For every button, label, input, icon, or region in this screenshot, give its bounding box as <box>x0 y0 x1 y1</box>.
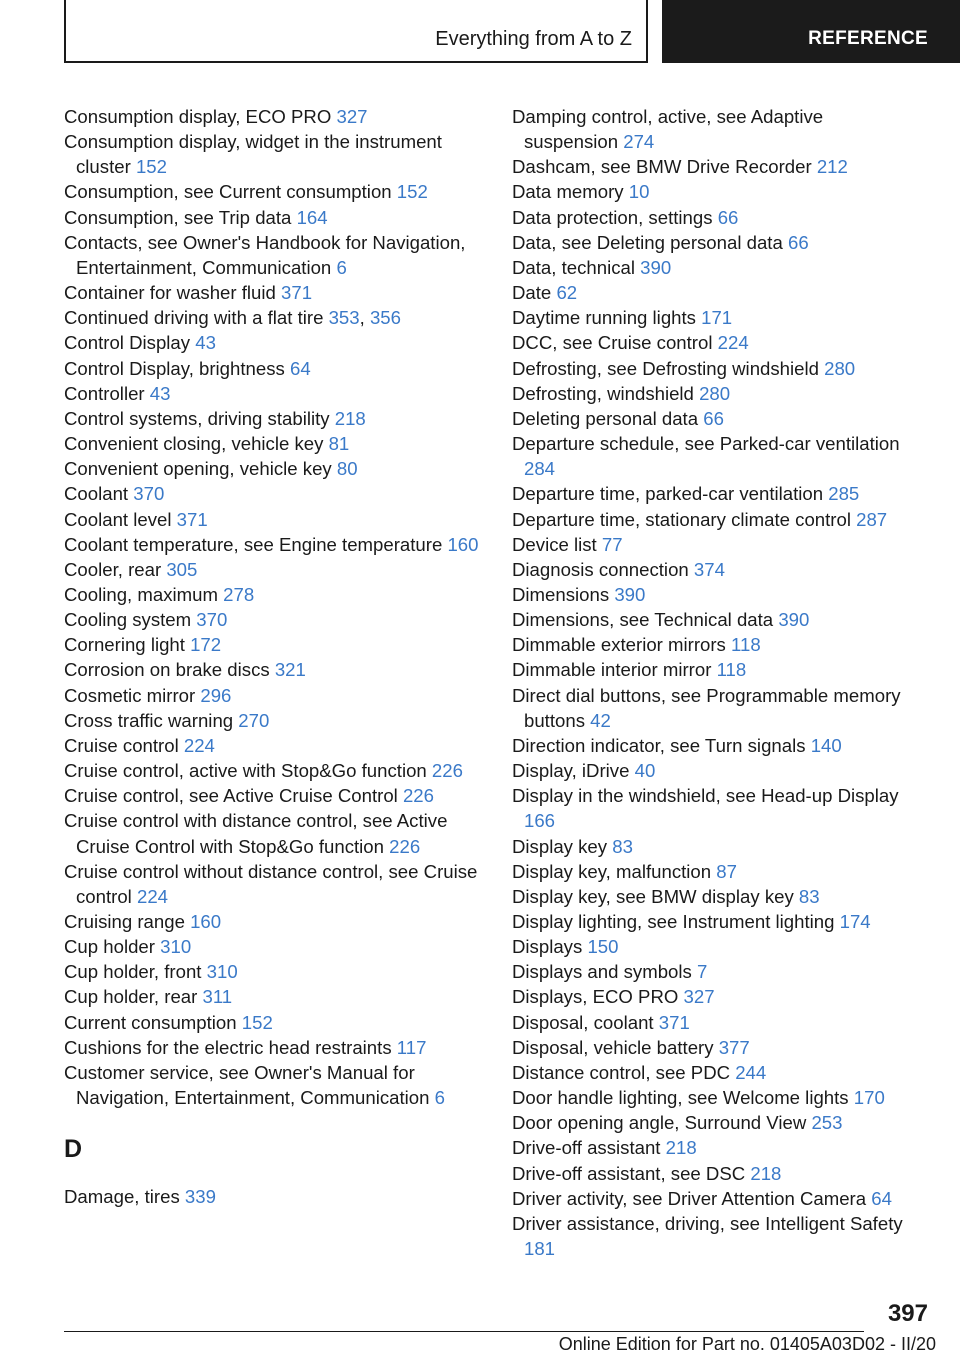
page-reference-link[interactable]: 212 <box>816 156 848 178</box>
page-reference-link[interactable]: 253 <box>811 1112 843 1134</box>
page-reference-link[interactable]: 152 <box>241 1011 273 1033</box>
index-column-right <box>512 104 922 1261</box>
index-term: Consumption display, widget in the instrument cluster <box>64 131 442 178</box>
index-term: Defrosting, windshield <box>512 382 700 404</box>
index-column-left <box>64 104 484 1209</box>
index-term: Dimmable exterior mirrors <box>512 634 732 656</box>
index-term: Cruising range <box>64 911 191 932</box>
page-reference-link[interactable]: 311 <box>202 986 233 1008</box>
page-reference-link[interactable]: 164 <box>296 206 328 228</box>
page-reference-link[interactable]: 390 <box>614 583 646 605</box>
page-reference-link[interactable]: 390 <box>778 609 810 631</box>
index-entry <box>64 1060 484 1110</box>
page-reference-link[interactable]: 62 <box>556 282 578 304</box>
page-reference-link[interactable]: 285 <box>828 483 860 505</box>
index-term: Departure schedule, see Parked-car ventilation <box>512 433 900 455</box>
page-reference-link[interactable]: 10 <box>628 181 650 203</box>
index-entry <box>64 481 484 506</box>
index-term: Cooler, rear <box>64 558 167 580</box>
index-term: Continued driving with a flat tire <box>64 307 329 329</box>
page-reference-link[interactable]: 218 <box>750 1162 782 1184</box>
index-entry <box>512 205 922 230</box>
index-entry <box>512 657 922 682</box>
index-entry <box>64 532 484 557</box>
page-reference-link[interactable]: 118 <box>731 634 761 656</box>
index-entry <box>512 1110 922 1135</box>
index-term: Convenient closing, vehicle key <box>64 433 329 455</box>
index-term: Cup holder, rear <box>64 986 203 1008</box>
index-entry <box>64 758 484 783</box>
index-entry <box>64 959 484 984</box>
index-entry <box>512 1186 922 1211</box>
index-entry <box>64 507 484 532</box>
index-term: Displays <box>512 936 588 958</box>
index-entry <box>64 129 484 179</box>
index-entry <box>512 1060 922 1085</box>
page-reference-link[interactable]: 226 <box>402 785 434 807</box>
page-reference-link[interactable]: 356 <box>369 307 401 329</box>
page-reference-link[interactable]: 64 <box>289 357 311 379</box>
index-term: Dimensions <box>512 583 615 605</box>
index-term: Damage, tires <box>64 1186 185 1208</box>
index-entry <box>512 179 922 204</box>
page-reference-link[interactable]: 66 <box>717 206 739 228</box>
index-entry <box>512 934 922 959</box>
index-term: , <box>359 307 370 329</box>
page-reference-link[interactable]: 6 <box>434 1087 445 1109</box>
page-reference-link[interactable]: 40 <box>634 760 656 782</box>
index-term: Drive-off assistant, see DSC <box>512 1162 751 1184</box>
index-term: Cornering light <box>64 634 191 656</box>
index-entry <box>64 582 484 607</box>
page-reference-link[interactable]: 339 <box>184 1186 216 1208</box>
page-reference-link[interactable]: 224 <box>717 332 749 354</box>
index-term: DCC, see Cruise control <box>512 332 718 354</box>
index-term: Coolant temperature, see Engine temperature <box>64 533 448 555</box>
index-term: Customer service, see Owner's Manual for Navigation, Entertainment, Communication <box>64 1061 435 1109</box>
index-term: Direction indicator, see Turn signals <box>512 734 811 756</box>
index-term: Door opening angle, Surround View <box>512 1112 812 1134</box>
page-reference-link[interactable]: 287 <box>856 508 888 530</box>
index-term: Dashcam, see BMW Drive Recorder <box>512 156 817 178</box>
index-entry <box>512 783 922 833</box>
page-reference-link[interactable]: 42 <box>590 709 611 731</box>
page-reference-link[interactable]: 296 <box>200 684 232 706</box>
index-term: Corrosion on brake discs <box>64 659 275 681</box>
page-reference-link[interactable]: 80 <box>336 458 358 480</box>
index-term: Display key <box>512 835 613 857</box>
page-reference-link[interactable]: 353 <box>328 307 360 329</box>
index-entry <box>512 1035 922 1060</box>
index-entry <box>512 1085 922 1110</box>
index-term: Device list <box>512 533 602 555</box>
index-term: Cruise control without distance control, see Cruise control <box>64 860 478 907</box>
page-reference-link[interactable]: 43 <box>195 332 216 354</box>
index-entry <box>64 708 484 733</box>
index-entry <box>512 507 922 532</box>
page-reference-link[interactable]: 181 <box>524 1238 556 1260</box>
page-reference-link[interactable]: 83 <box>612 835 633 857</box>
index-entry <box>64 1184 484 1209</box>
index-term: Display in the windshield, see Head-up Display <box>512 785 899 807</box>
index-entry <box>512 884 922 909</box>
page-reference-link[interactable]: 117 <box>396 1036 427 1058</box>
index-term: Cruise control, active with Stop&Go function <box>64 760 432 782</box>
page-reference-link[interactable]: 226 <box>431 760 463 782</box>
index-term: Disposal, coolant <box>512 1011 659 1033</box>
index-entry <box>64 984 484 1009</box>
page-reference-link[interactable]: 172 <box>190 634 222 656</box>
index-term: Data, technical <box>512 256 641 278</box>
page-reference-link[interactable]: 310 <box>206 961 238 983</box>
index-term: Cup holder, front <box>64 961 207 983</box>
index-term: Controller <box>64 382 150 404</box>
index-list-d <box>64 1184 484 1209</box>
index-term: Contacts, see Owner's Handbook for Navigation, Entertainment, Communication <box>64 231 466 278</box>
index-entry <box>512 632 922 657</box>
index-letter-heading: D <box>64 1135 83 1164</box>
index-entry <box>512 909 922 934</box>
page-reference-link[interactable]: 310 <box>160 936 192 958</box>
index-entry <box>64 406 484 431</box>
page-reference-link[interactable]: 280 <box>699 382 731 404</box>
page-reference-link[interactable]: 152 <box>135 156 167 178</box>
index-entry <box>512 557 922 582</box>
index-entry <box>512 104 922 154</box>
index-entry <box>64 230 484 280</box>
reference-tab-label: REFERENCE <box>808 28 928 49</box>
index-term: Dimmable interior mirror <box>512 659 717 681</box>
edition-note: Online Edition for Part no. 01405A03D02 - II/20 <box>558 1334 936 1354</box>
index-term: Drive-off assistant <box>512 1137 666 1159</box>
index-entry <box>512 859 922 884</box>
page-reference-link[interactable]: 160 <box>447 533 479 555</box>
index-term: Direct dial buttons, see Programmable memory buttons <box>512 684 901 731</box>
index-entry <box>512 1211 922 1261</box>
page-reference-link[interactable]: 327 <box>336 106 368 127</box>
index-list-d-continued <box>512 104 922 1261</box>
index-term: Distance control, see PDC <box>512 1061 736 1083</box>
index-entry <box>64 205 484 230</box>
index-term: Cruise control with distance control, see Active Cruise Control with Stop&Go function <box>64 810 448 857</box>
index-entry <box>512 330 922 355</box>
index-entry <box>64 179 484 204</box>
page-reference-link[interactable]: 64 <box>871 1187 892 1209</box>
index-entry <box>64 557 484 582</box>
page-reference-link[interactable]: 218 <box>334 407 366 429</box>
index-entry <box>64 934 484 959</box>
index-entry <box>512 280 922 305</box>
index-entry <box>64 859 484 909</box>
index-term: Container for washer fluid <box>64 282 282 304</box>
page-reference-link[interactable]: 370 <box>196 609 228 631</box>
page-reference-link[interactable]: 152 <box>396 181 428 203</box>
index-term: Cooling system <box>64 609 197 631</box>
page-reference-link[interactable]: 371 <box>176 508 208 530</box>
page-reference-link[interactable]: 305 <box>166 558 198 580</box>
index-term: Departure time, parked-car ventilation <box>512 483 829 505</box>
page-reference-link[interactable]: 66 <box>703 407 724 429</box>
page-reference-link[interactable]: 370 <box>133 483 165 505</box>
index-entry <box>64 104 484 129</box>
index-term: Defrosting, see Defrosting windshield <box>512 357 825 379</box>
page-reference-link[interactable]: 278 <box>223 583 255 605</box>
index-term: Coolant <box>64 483 134 505</box>
index-entry <box>64 733 484 758</box>
index-entry <box>512 255 922 280</box>
index-entry <box>512 959 922 984</box>
index-term: Current consumption <box>64 1011 242 1033</box>
reference-tab <box>662 0 960 63</box>
index-term: Data memory <box>512 181 629 203</box>
section-title: Everything from A to Z <box>435 28 632 50</box>
index-term: Control Display <box>64 332 196 354</box>
index-entry <box>64 456 484 481</box>
index-term: Damping control, active, see Adaptive suspension <box>512 106 824 153</box>
index-entry <box>64 356 484 381</box>
footer-divider <box>64 1331 864 1332</box>
index-term: Deleting personal data <box>512 407 704 429</box>
page-reference-link[interactable]: 218 <box>665 1137 697 1159</box>
page-reference-link[interactable]: 244 <box>735 1061 767 1083</box>
index-entry <box>64 683 484 708</box>
index-term: Display, iDrive <box>512 760 635 782</box>
page-reference-link[interactable]: 270 <box>238 709 270 731</box>
index-entry <box>512 356 922 381</box>
index-term: Consumption, see Trip data <box>64 206 297 228</box>
page-reference-link[interactable]: 374 <box>693 558 725 580</box>
index-term: Driver assistance, driving, see Intelligent Safety <box>512 1212 903 1234</box>
index-term: Daytime running lights <box>512 307 702 329</box>
page-reference-link[interactable]: 6 <box>336 256 347 278</box>
page-reference-link[interactable]: 284 <box>524 458 556 480</box>
index-term: Cup holder <box>64 936 161 958</box>
index-entry <box>512 532 922 557</box>
index-entry <box>512 1161 922 1186</box>
index-term: Cruise control <box>64 734 184 756</box>
index-entry <box>512 834 922 859</box>
index-entry <box>64 1035 484 1060</box>
index-term: Date <box>512 282 557 304</box>
index-term: Control Display, brightness <box>64 357 290 379</box>
index-term: Cosmetic mirror <box>64 684 201 706</box>
index-term: Cooling, maximum <box>64 583 224 605</box>
index-term: Door handle lighting, see Welcome lights <box>512 1087 854 1109</box>
index-entry <box>64 909 484 934</box>
index-entry <box>512 733 922 758</box>
page-reference-link[interactable]: 390 <box>640 256 672 278</box>
index-entry <box>512 154 922 179</box>
page-reference-link[interactable]: 377 <box>718 1036 750 1058</box>
index-entry <box>512 431 922 481</box>
page-reference-link[interactable]: 224 <box>183 734 215 756</box>
index-term: Display lighting, see Instrument lighting <box>512 911 840 932</box>
index-term: Diagnosis connection <box>512 558 694 580</box>
index-entry <box>512 683 922 733</box>
page-reference-link[interactable]: 7 <box>696 961 708 983</box>
index-entry <box>64 808 484 858</box>
index-term: Driver activity, see Driver Attention Camera <box>512 1187 872 1209</box>
index-entry <box>512 230 922 255</box>
index-entry <box>512 1010 922 1035</box>
page-reference-link[interactable]: 321 <box>274 659 306 681</box>
index-list-c <box>64 104 484 1110</box>
index-entry <box>64 280 484 305</box>
index-term: Consumption display, ECO PRO <box>64 106 337 127</box>
page-reference-link[interactable]: 174 <box>839 911 871 932</box>
index-entry <box>64 431 484 456</box>
index-entry <box>512 758 922 783</box>
index-term: Dimensions, see Technical data <box>512 609 779 631</box>
index-term: Disposal, vehicle battery <box>512 1036 719 1058</box>
index-term: Cushions for the electric head restraints <box>64 1036 397 1058</box>
page-reference-link[interactable]: 327 <box>683 986 715 1008</box>
index-term: Departure time, stationary climate control <box>512 508 857 530</box>
index-entry <box>512 582 922 607</box>
index-term: Convenient opening, vehicle key <box>64 458 337 480</box>
index-entry <box>64 783 484 808</box>
index-entry <box>64 381 484 406</box>
index-entry <box>512 381 922 406</box>
index-term: Consumption, see Current consumption <box>64 181 397 203</box>
index-entry <box>64 657 484 682</box>
index-entry <box>64 607 484 632</box>
page-reference-link[interactable]: 87 <box>716 860 737 882</box>
page-reference-link[interactable]: 118 <box>716 659 747 681</box>
index-term: Cross traffic warning <box>64 709 239 731</box>
index-entry <box>512 607 922 632</box>
page-reference-link[interactable]: 43 <box>149 382 171 404</box>
index-entry <box>512 984 922 1009</box>
page-reference-link[interactable]: 66 <box>787 231 809 253</box>
index-entry <box>512 406 922 431</box>
index-term: Coolant level <box>64 508 177 530</box>
page-reference-link[interactable]: 274 <box>623 131 655 153</box>
page-reference-link[interactable]: 371 <box>658 1011 690 1033</box>
page-reference-link[interactable]: 170 <box>853 1087 885 1109</box>
page-reference-link[interactable]: 83 <box>798 885 820 907</box>
page-reference-link[interactable]: 140 <box>810 734 842 756</box>
page-reference-link[interactable]: 81 <box>328 433 350 455</box>
page-reference-link[interactable]: 280 <box>824 357 856 379</box>
page-reference-link[interactable]: 171 <box>701 307 733 329</box>
index-entry <box>64 305 484 330</box>
page-reference-link[interactable]: 150 <box>587 936 619 958</box>
page-number: 397 <box>887 1300 928 1327</box>
index-term: Control systems, driving stability <box>64 407 335 429</box>
page-reference-link[interactable]: 77 <box>601 533 623 555</box>
page-reference-link[interactable]: 160 <box>190 911 222 932</box>
index-term: Displays and symbols <box>512 961 697 983</box>
index-entry <box>64 330 484 355</box>
index-entry <box>512 305 922 330</box>
index-term: Cruise control, see Active Cruise Control <box>64 785 403 807</box>
index-term: Data protection, settings <box>512 206 718 228</box>
index-term: Displays, ECO PRO <box>512 986 684 1008</box>
page-reference-link[interactable]: 224 <box>136 885 169 907</box>
page-reference-link[interactable]: 226 <box>389 835 421 857</box>
page-reference-link[interactable]: 371 <box>281 282 313 304</box>
index-entry <box>64 632 484 657</box>
index-term: Display key, malfunction <box>512 860 717 882</box>
index-term: Display key, see BMW display key <box>512 885 799 907</box>
index-entry <box>512 481 922 506</box>
index-term: Data, see Deleting personal data <box>512 231 788 253</box>
index-entry <box>64 1010 484 1035</box>
index-entry <box>512 1135 922 1160</box>
page-reference-link[interactable]: 166 <box>524 810 556 832</box>
